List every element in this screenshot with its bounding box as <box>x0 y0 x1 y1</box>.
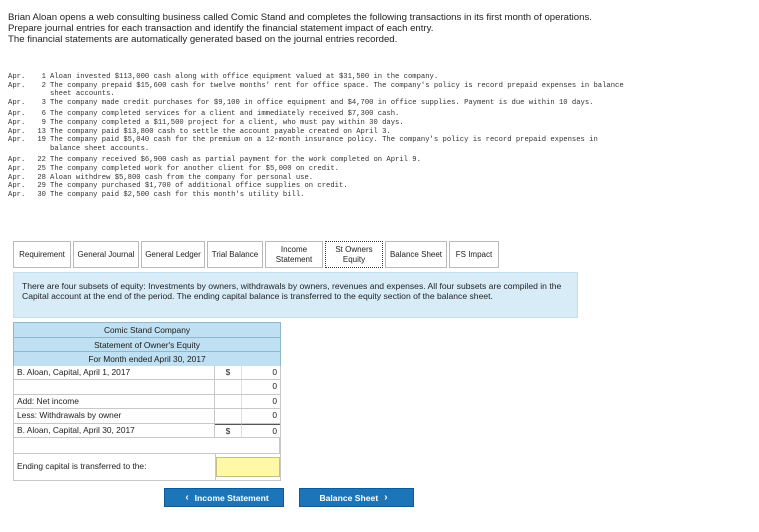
instructions-line-1: Brian Aloan opens a web consulting business called Comic Stand and completes the following transactions in its first month of operations. <box>8 12 592 23</box>
transaction-text: The company received $6,900 cash as partial payment for the work completed on April 9. <box>50 156 421 165</box>
transaction-month: Apr. <box>8 118 26 127</box>
withdrawals-amount[interactable]: 0 <box>272 410 277 420</box>
transaction-item <box>8 110 628 119</box>
blank-row <box>13 380 281 395</box>
transaction-text: The company prepaid $15,600 cash for twelve months' rent for office space. The company's policy is record prepaid expenses in balance sheet accounts. <box>50 81 624 99</box>
transaction-item <box>8 99 628 108</box>
tab-income-statement[interactable]: Income Statement <box>265 241 323 268</box>
transaction-day: 13 <box>37 127 46 136</box>
transaction-month: Apr. <box>8 164 26 173</box>
owners-equity-statement <box>13 322 281 481</box>
closing-capital-amount[interactable]: 0 <box>242 424 280 438</box>
tab-balance-sheet[interactable]: Balance Sheet <box>385 241 447 268</box>
net-income-amount[interactable]: 0 <box>272 395 277 406</box>
transaction-item <box>8 73 628 82</box>
instructions-line-2: Prepare journal entries for each transaction and identify the financial statement impact of each entry. <box>8 23 434 34</box>
transaction-text: The company completed work for another client for $5,000 on credit. <box>50 164 339 173</box>
transaction-day: 1 <box>41 73 46 81</box>
transaction-month: Apr. <box>8 173 26 182</box>
currency-symbol: $ <box>215 366 242 380</box>
transaction-text: The company completed a $11,500 project for a client, who must pay within 30 days. <box>50 118 404 127</box>
transaction-text: The company paid $13,800 cash to settle the account payable created on April 3. <box>50 127 391 136</box>
transaction-item <box>8 156 628 165</box>
transaction-month: Apr. <box>8 127 26 136</box>
opening-capital-amount[interactable]: 0 <box>272 366 277 377</box>
transaction-day: 30 <box>37 190 46 199</box>
transaction-text: Aloan invested $113,000 cash along with office equipment valued at $31,500 in the company. <box>50 73 439 81</box>
closing-capital-row <box>13 424 281 439</box>
transaction-item <box>8 128 628 137</box>
next-balance-sheet-button[interactable] <box>299 488 414 507</box>
transaction-day: 25 <box>37 164 46 173</box>
transfer-destination-input[interactable] <box>216 457 280 477</box>
tab-trial-balance[interactable]: Trial Balance <box>207 241 263 268</box>
opening-capital-row <box>13 366 281 381</box>
statement-title: Statement of Owner's Equity <box>13 337 281 352</box>
transaction-day: 22 <box>37 156 46 165</box>
instructions <box>8 12 608 45</box>
transaction-day: 19 <box>37 136 46 145</box>
opening-capital-label[interactable]: B. Aloan, Capital, April 1, 2017 <box>14 366 215 380</box>
transaction-month: Apr. <box>8 81 26 90</box>
net-income-label[interactable]: Add: Net income <box>14 395 215 409</box>
transfer-row <box>13 454 281 481</box>
tab-fs-impact[interactable]: FS Impact <box>449 241 499 268</box>
prev-button-label: Income Statement <box>194 492 269 503</box>
transaction-item <box>8 191 628 200</box>
tab-general-ledger[interactable]: General Ledger <box>141 241 205 268</box>
transaction-text: The company paid $5,040 cash for the premium on a 12-month insurance policy. The company's policy is record prepaid expenses in balance sheet accounts. <box>50 136 598 153</box>
chevron-right-icon: › <box>384 492 388 503</box>
transaction-month: Apr. <box>8 182 26 191</box>
tab-bar <box>13 241 501 268</box>
transaction-text: The company made credit purchases for $9,100 in office equipment and $4,700 in office supplies. Payment is due within 10 days. <box>50 98 594 107</box>
transaction-item <box>8 165 628 174</box>
transaction-month: Apr. <box>8 190 26 199</box>
transaction-text: Aloan withdrew $5,800 cash from the company for personal use. <box>50 173 314 182</box>
transaction-item <box>8 119 628 128</box>
tab-general-journal[interactable]: General Journal <box>73 241 139 268</box>
transaction-month: Apr. <box>8 110 26 119</box>
instructions-line-3: The financial statements are automatically generated based on the journal entries recorded. <box>8 34 398 45</box>
withdrawals-row <box>13 409 281 424</box>
transaction-month: Apr. <box>8 136 26 145</box>
withdrawals-label[interactable]: Less: Withdrawals by owner <box>14 409 215 423</box>
prev-income-statement-button[interactable] <box>164 488 284 507</box>
transaction-text: The company purchased $1,700 of additional office supplies on credit. <box>50 182 348 191</box>
info-box: There are four subsets of equity: Investments by owners, withdrawals by owners, revenues and expenses. All four subsets are compiled in the Capital account at the end of the period. The ending capital balance is transferred to the equity section of the balance sheet. <box>13 272 578 318</box>
transaction-day: 28 <box>37 173 46 182</box>
transaction-day: 6 <box>41 110 46 119</box>
transaction-month: Apr. <box>8 73 26 81</box>
transaction-item <box>8 136 628 153</box>
transaction-day: 29 <box>37 182 46 191</box>
closing-capital-label[interactable]: B. Aloan, Capital, April 30, 2017 <box>14 424 215 438</box>
transaction-month: Apr. <box>8 98 26 107</box>
statement-period: For Month ended April 30, 2017 <box>13 351 281 366</box>
transaction-text: The company paid $2,500 cash for this month's utility bill. <box>50 190 305 199</box>
net-income-row <box>13 395 281 410</box>
tab-requirement[interactable]: Requirement <box>13 241 71 268</box>
transaction-list <box>8 73 628 199</box>
transaction-day: 9 <box>41 118 46 127</box>
statement-company: Comic Stand Company <box>13 322 281 337</box>
transaction-month: Apr. <box>8 156 26 165</box>
spacer-row <box>13 438 281 454</box>
chevron-left-icon: ‹ <box>185 492 189 503</box>
transaction-day: 3 <box>41 98 46 107</box>
transaction-item <box>8 82 628 99</box>
blank-row-amount[interactable]: 0 <box>272 381 277 391</box>
blank-row-label[interactable] <box>14 380 215 394</box>
transaction-item <box>8 174 628 183</box>
transaction-item <box>8 182 628 191</box>
currency-symbol: $ <box>215 424 242 438</box>
transaction-text: The company completed services for a client and immediately received $7,300 cash. <box>50 110 400 119</box>
next-button-label: Balance Sheet <box>319 492 379 503</box>
transfer-label: Ending capital is transferred to the: <box>14 454 216 480</box>
tab-st-owners-equity[interactable]: St Owners Equity <box>325 241 383 268</box>
transaction-day: 2 <box>41 81 46 90</box>
